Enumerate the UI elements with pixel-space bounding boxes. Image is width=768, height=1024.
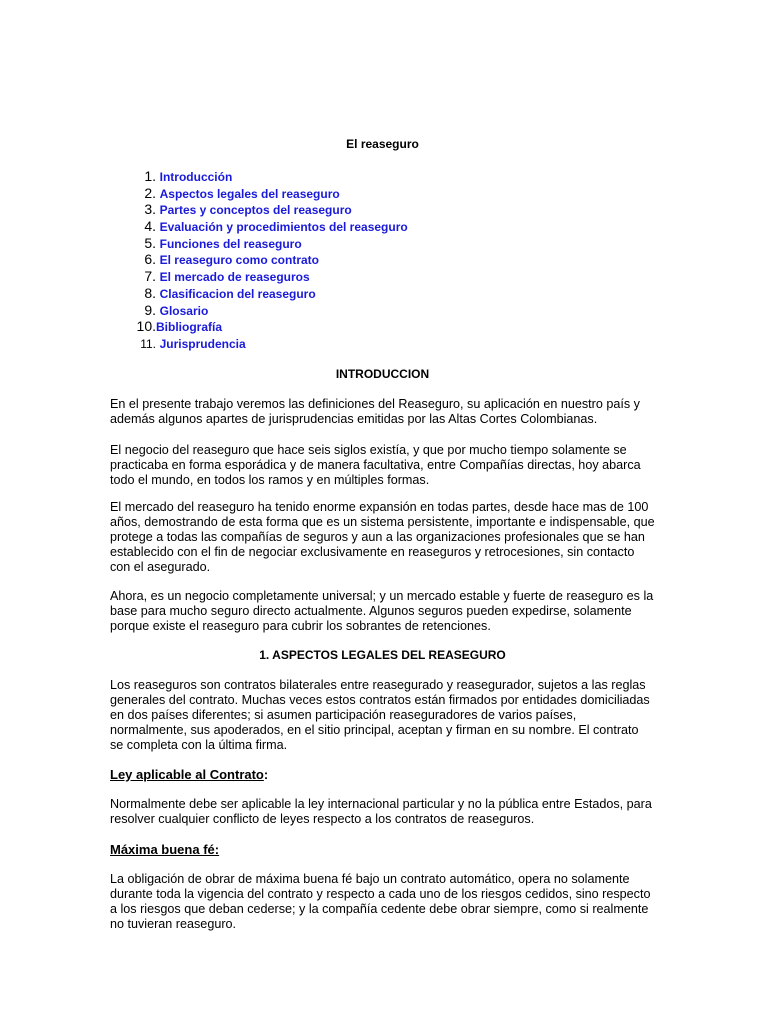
toc-item bbox=[128, 319, 408, 336]
document-title: El reaseguro bbox=[346, 137, 419, 151]
toc-item bbox=[128, 286, 408, 303]
toc-link-como-contrato[interactable]: El reaseguro como contrato bbox=[159, 253, 319, 268]
toc-link-introduccion[interactable]: Introducción bbox=[159, 170, 233, 184]
sub-heading-maxima-buena-fe-text: Máxima buena fé: bbox=[110, 842, 220, 857]
section-1-heading: 1. ASPECTOS LEGALES DEL REASEGURO bbox=[259, 648, 506, 662]
sub-heading-ley-aplicable-text: Ley aplicable al Contrato bbox=[110, 767, 264, 782]
toc-link-bibliografia[interactable]: Bibliografía bbox=[156, 320, 223, 335]
toc-item bbox=[128, 219, 408, 236]
toc-link-funciones[interactable]: Funciones del reaseguro bbox=[159, 236, 302, 251]
toc-number: 5. bbox=[144, 234, 156, 251]
toc-link-partes-conceptos[interactable]: Partes y conceptos del reaseguro bbox=[159, 203, 352, 218]
toc-number: 9. bbox=[144, 301, 156, 318]
toc-item bbox=[128, 236, 408, 253]
toc-number: 1. bbox=[144, 168, 156, 184]
intro-paragraph-3: El mercado del reaseguro ha tenido enorme expansión en todas partes, desde hace mas de 100 años, demostrando de esta forma que es un sistema persistente, importante e indispensable, que protege a todas las compañías de seguros y aun a las organizaciones profesionales que se han establecido con el fin de negociar exclusivamente en reaseguros y retrocesiones, sin contacto con el asegurado. bbox=[110, 500, 655, 574]
toc-link-aspectos-legales[interactable]: Aspectos legales del reaseguro bbox=[159, 186, 340, 201]
toc-link-glosario[interactable]: Glosario bbox=[159, 303, 209, 318]
sub-heading-ley-aplicable-colon: : bbox=[263, 767, 269, 782]
toc-number: 10. bbox=[136, 318, 156, 335]
intro-heading: INTRODUCCION bbox=[335, 367, 430, 381]
toc-item bbox=[128, 186, 408, 203]
toc-link-mercado[interactable]: El mercado de reaseguros bbox=[159, 270, 310, 285]
section-1-paragraph: Los reaseguros son contratos bilaterales entre reasegurado y reasegurador, sujetos a las reglas generales del contrato. Muchas veces estos contratos están firmados por entidades domiciliadas en dos países diferentes; si asumen participación reaseguradores de varios países, normalmente, sus apoderados, en el sitio principal, aceptan y firman en su nombre. El contrato se completa con la última firma. bbox=[110, 678, 650, 752]
intro-paragraph-4: Ahora, es un negocio completamente universal; y un mercado estable y fuerte de reaseguro es la base para mucho seguro directo actualmente. Algunos seguros pueden expedirse, solamente porque existe el reaseguro para cubrir los sobrantes de retenciones. bbox=[110, 589, 654, 633]
toc-number: 8. bbox=[144, 284, 156, 301]
toc-link-evaluacion[interactable]: Evaluación y procedimientos del reaseguro bbox=[159, 220, 408, 235]
toc-item bbox=[128, 169, 408, 186]
toc-number: 6. bbox=[144, 251, 156, 268]
toc-item bbox=[128, 252, 408, 269]
intro-paragraph-2: El negocio del reaseguro que hace seis siglos existía, y que por mucho tiempo solamente se practicaba en forma esporádica y de manera facultativa, entre Compañías directas, hoy abarca todo el mundo, en todos los ramos y en múltiples formas. bbox=[110, 443, 641, 487]
sub-heading-maxima-buena-fe bbox=[110, 842, 219, 857]
toc-number: 7. bbox=[144, 268, 156, 285]
intro-paragraph-1: En el presente trabajo veremos las definiciones del Reaseguro, su aplicación en nuestro país y además algunos apartes de jurisprudencias emitidas por las Altas Cortes Colombianas. bbox=[110, 397, 640, 426]
maxima-buena-fe-paragraph: La obligación de obrar de máxima buena fé bajo un contrato automático, opera no solamente durante toda la vigencia del contrato y respecto a cada uno de los riesgos cedidos, sino respecto a los riesgos que deban cederse; y la compañía cedente debe obrar siempre, como si realmente no tuvieran reaseguro. bbox=[110, 872, 651, 931]
toc-item bbox=[128, 303, 408, 320]
toc-number: 2. bbox=[144, 184, 156, 201]
toc-item bbox=[128, 202, 408, 219]
toc-number: 4. bbox=[144, 218, 156, 235]
toc-link-jurisprudencia[interactable]: Jurisprudencia bbox=[159, 336, 246, 351]
table-of-contents bbox=[128, 169, 408, 353]
toc-number: 3. bbox=[144, 201, 156, 218]
toc-item bbox=[128, 269, 408, 286]
toc-link-clasificacion[interactable]: Clasificacion del reaseguro bbox=[159, 286, 316, 301]
sub-heading-ley-aplicable bbox=[110, 767, 268, 782]
ley-aplicable-paragraph: Normalmente debe ser aplicable la ley internacional particular y no la pública entre Estados, para resolver cualquier conflicto de leyes respecto a los contratos de reaseguros. bbox=[110, 797, 652, 826]
toc-item bbox=[128, 336, 408, 353]
toc-number: 11. bbox=[140, 336, 156, 351]
